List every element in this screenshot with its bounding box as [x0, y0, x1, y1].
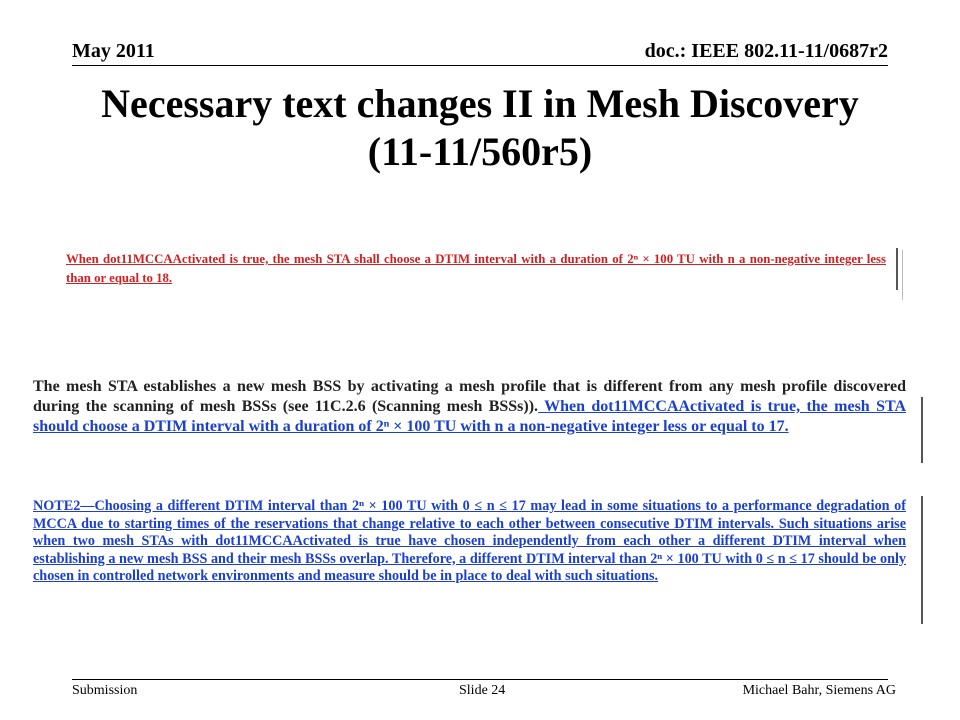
change-bar — [896, 248, 898, 290]
paragraph-inserted-text: When dot11MCCAActivated is true, the mesh STA should choose a DTIM interval with a duration of 2ⁿ × 100 TU with n a non-negative integer less or equal to 17. — [33, 398, 907, 435]
change-bar-secondary — [902, 250, 903, 300]
footer-submission: Submission — [72, 683, 138, 698]
header-doc-id: doc.: IEEE 802.11-11/0687r2 — [644, 40, 888, 62]
excerpt-deleted-text: When dot11MCCAActivated is true, the mesh STA shall choose a DTIM interval with a duration of 2ⁿ × 100 TU with n a non-negative integer less than or equal to 18. — [66, 252, 886, 285]
change-bar — [921, 496, 923, 624]
header-divider — [72, 65, 888, 66]
slide-title: Necessary text changes II in Mesh Discovery (11-11/560r5) — [101, 81, 859, 174]
change-bar — [921, 397, 923, 463]
footer-author: Michael Bahr, Siemens AG — [742, 683, 896, 698]
excerpt-mesh-bss-paragraph — [33, 377, 906, 437]
excerpt-note2: NOTE2—Choosing a different DTIM interval than 2ⁿ × 100 TU with 0 ≤ n ≤ 17 may lead in some situations to a performance degradation of MCCA due to starting times of the reservations that change relative to each other between consecutive DTIM intervals. Such situations arise when two mesh STAs with dot11MCCAActivated is true have chosen independently from each other a different DTIM interval when establishing a new mesh BSS and their mesh BSSs overlap. Therefore, a different DTIM interval than 2ⁿ × 100 TU with 0 ≤ n ≤ 17 should be only chosen in controlled network environments and measure should be in place to deal with such situations. — [33, 498, 906, 584]
footer-divider — [72, 679, 888, 680]
paragraph-original-text: The mesh STA establishes a new mesh BSS by activating a mesh profile that is different from any mesh profile discovered during the scanning of mesh BSSs (see 11C.2.6 (Scanning mesh BSSs)). — [33, 378, 906, 415]
footer-slide-number: Slide 24 — [459, 683, 506, 698]
header-date: May 2011 — [72, 40, 155, 62]
